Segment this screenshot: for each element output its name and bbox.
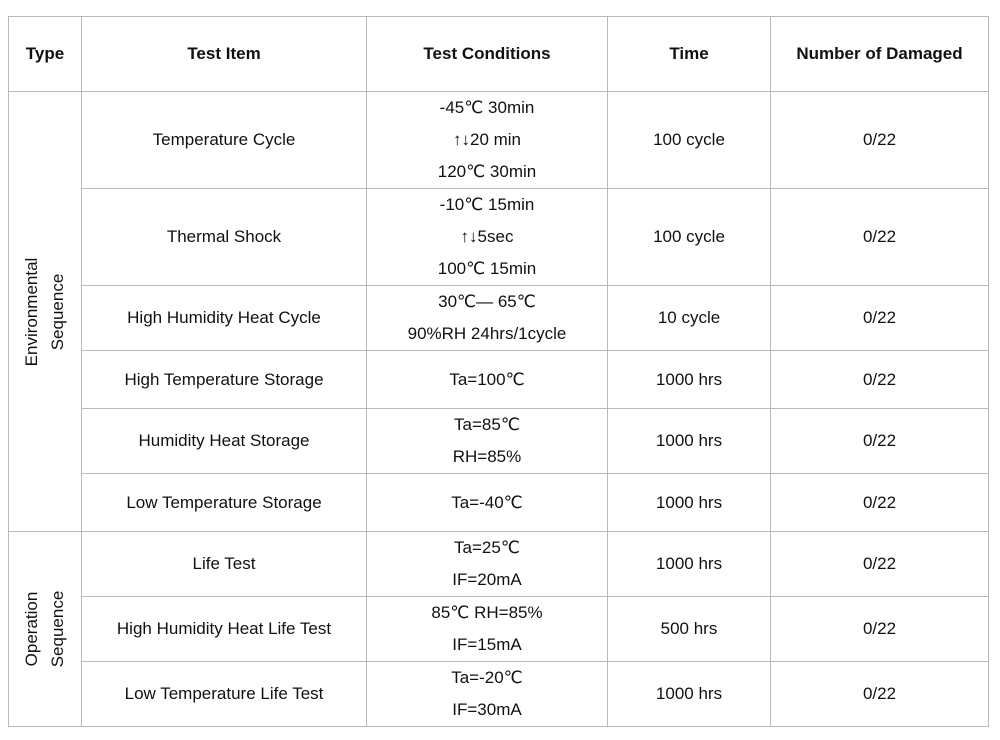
- test-item-cell: High Humidity Heat Life Test: [82, 597, 367, 662]
- damaged-cell: 0/22: [771, 409, 989, 474]
- condition-line: Ta=100℃: [449, 369, 525, 389]
- damaged-cell: 0/22: [771, 532, 989, 597]
- condition-line: ↑↓5sec: [460, 227, 514, 246]
- time-cell: 100 cycle: [608, 92, 771, 189]
- time-cell: 500 hrs: [608, 597, 771, 662]
- condition-line: 100℃ 15min: [437, 259, 537, 278]
- table-row: [9, 662, 989, 727]
- test-conditions-cell: [367, 286, 608, 351]
- time-cell: 1000 hrs: [608, 409, 771, 474]
- damaged-cell: 0/22: [771, 286, 989, 351]
- table-row: [9, 409, 989, 474]
- group-label-line: Sequence: [48, 273, 67, 350]
- condition-line: Ta=-40℃: [451, 492, 523, 512]
- table-row: [9, 474, 989, 532]
- time-cell: 1000 hrs: [608, 474, 771, 532]
- test-item-cell: Temperature Cycle: [82, 92, 367, 189]
- test-item-cell: Life Test: [82, 532, 367, 597]
- reliability-test-table: [8, 16, 989, 727]
- header-test-conditions: Test Conditions: [367, 17, 608, 92]
- table-row: [9, 286, 989, 351]
- group-operation-sequence: [9, 532, 82, 727]
- table-row: [9, 189, 989, 286]
- group-environmental-sequence: [9, 92, 82, 532]
- condition-line: 85℃ RH=85%: [431, 603, 543, 622]
- condition-line: -10℃ 15min: [439, 195, 535, 214]
- test-conditions-cell: [367, 409, 608, 474]
- group-label: [19, 257, 71, 366]
- group-label-line: Operation: [22, 591, 41, 667]
- test-conditions-cell: [367, 92, 608, 189]
- damaged-cell: 0/22: [771, 189, 989, 286]
- condition-line: 120℃ 30min: [437, 162, 537, 181]
- test-conditions-cell: [367, 662, 608, 727]
- table-row: [9, 351, 989, 409]
- test-item-cell: Low Temperature Life Test: [82, 662, 367, 727]
- condition-line: IF=30mA: [452, 700, 522, 719]
- condition-line: Ta=-20℃: [451, 668, 523, 687]
- time-cell: 1000 hrs: [608, 351, 771, 409]
- time-cell: 1000 hrs: [608, 532, 771, 597]
- table-row: [9, 92, 989, 189]
- time-cell: 1000 hrs: [608, 662, 771, 727]
- header-type: Type: [9, 17, 82, 92]
- test-conditions-cell: [367, 474, 608, 532]
- table-row: [9, 597, 989, 662]
- header-time: Time: [608, 17, 771, 92]
- reliability-test-table-container: [8, 16, 988, 727]
- damaged-cell: 0/22: [771, 351, 989, 409]
- condition-line: Ta=85℃: [454, 415, 520, 434]
- condition-line: Ta=25℃: [454, 538, 520, 557]
- test-item-cell: Low Temperature Storage: [82, 474, 367, 532]
- test-conditions-cell: [367, 597, 608, 662]
- header-row: [9, 17, 989, 92]
- condition-line: IF=20mA: [452, 570, 522, 589]
- test-item-cell: Thermal Shock: [82, 189, 367, 286]
- test-item-cell: Humidity Heat Storage: [82, 409, 367, 474]
- damaged-cell: 0/22: [771, 92, 989, 189]
- condition-line: ↑↓20 min: [452, 130, 522, 149]
- damaged-cell: 0/22: [771, 662, 989, 727]
- condition-line: RH=85%: [452, 447, 522, 466]
- header-test-item: Test Item: [82, 17, 367, 92]
- header-number-damaged: Number of Damaged: [771, 17, 989, 92]
- group-label: [19, 591, 71, 668]
- condition-line: 90%RH 24hrs/1cycle: [407, 324, 567, 343]
- damaged-cell: 0/22: [771, 474, 989, 532]
- group-label-line: Sequence: [48, 590, 67, 668]
- condition-line: IF=15mA: [452, 635, 522, 654]
- test-item-cell: High Humidity Heat Cycle: [82, 286, 367, 351]
- condition-line: -45℃ 30min: [439, 98, 535, 117]
- test-item-cell: High Temperature Storage: [82, 351, 367, 409]
- time-cell: 10 cycle: [608, 286, 771, 351]
- test-conditions-cell: [367, 532, 608, 597]
- test-conditions-cell: [367, 189, 608, 286]
- table-row: [9, 532, 989, 597]
- condition-line: 30℃— 65℃: [438, 292, 536, 311]
- test-conditions-cell: [367, 351, 608, 409]
- group-label-line: Environmental: [22, 257, 41, 366]
- damaged-cell: 0/22: [771, 597, 989, 662]
- time-cell: 100 cycle: [608, 189, 771, 286]
